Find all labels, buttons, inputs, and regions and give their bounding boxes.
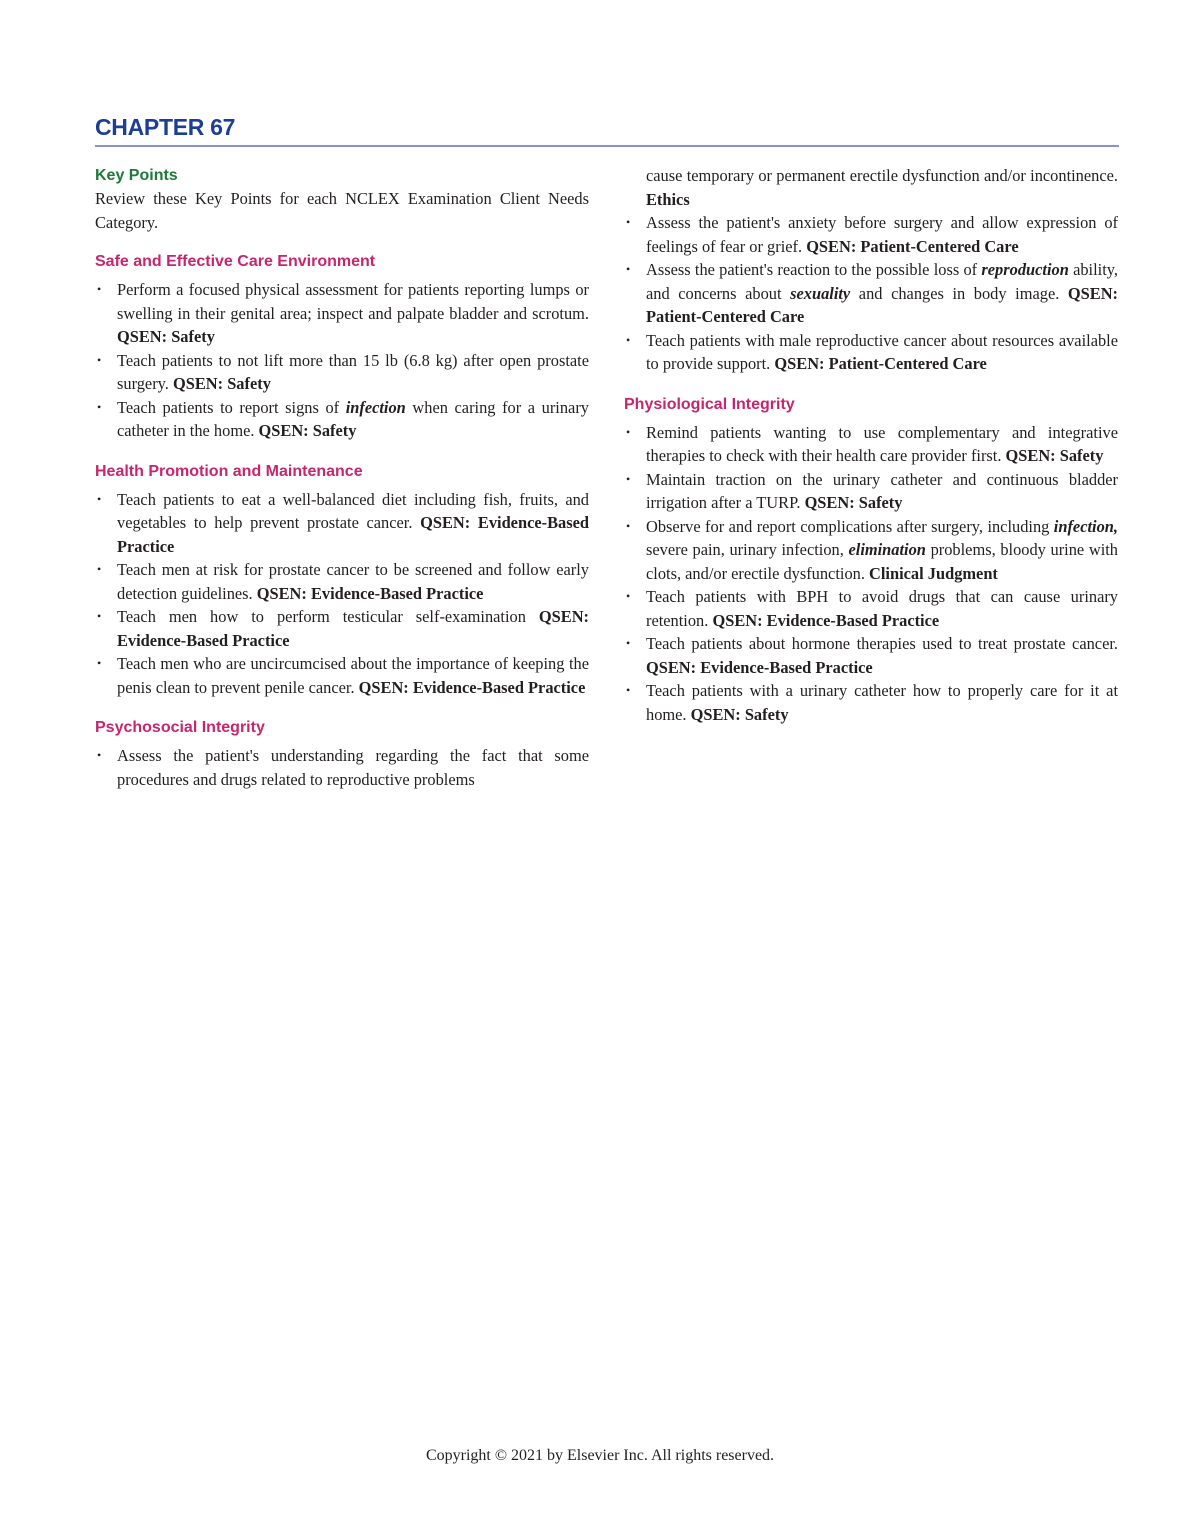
list-item: • Teach men how to perform testicular self-examination QSEN: Evidence-Based Practice bbox=[95, 605, 589, 652]
left-column bbox=[95, 164, 589, 791]
psychosocial-list-continued bbox=[624, 164, 1118, 376]
section-heading-health-promotion: Health Promotion and Maintenance bbox=[95, 462, 363, 480]
list-item: • Assess the patient's understanding regarding the fact that some procedures and drugs related to reproductive problems bbox=[95, 744, 589, 791]
list-item: • Teach patients with a urinary catheter how to properly care for it at home. QSEN: Safety bbox=[624, 679, 1118, 726]
section-heading-psychosocial: Psychosocial Integrity bbox=[95, 719, 265, 736]
list-item: • Remind patients wanting to use complementary and integrative therapies to check with their health care provider first. QSEN: Safety bbox=[624, 421, 1118, 468]
psychosocial-list bbox=[95, 744, 589, 791]
physiological-list bbox=[624, 421, 1118, 727]
list-item: • Teach men at risk for prostate cancer to be screened and follow early detection guidelines. QSEN: Evidence-Based Practice bbox=[95, 558, 589, 605]
list-item: • Teach patients to not lift more than 15 lb (6.8 kg) after open prostate surgery. QSEN: Safety bbox=[95, 349, 589, 396]
health-promotion-list bbox=[95, 488, 589, 700]
section-heading-physiological: Physiological Integrity bbox=[624, 395, 795, 413]
list-item: • Teach patients to eat a well-balanced diet including fish, fruits, and vegetables to help prevent prostate cancer. QSEN: Evidence-Based Practice bbox=[95, 488, 589, 559]
list-item: • Teach patients with male reproductive cancer about resources available to provide support. QSEN: Patient-Centered Care bbox=[624, 329, 1118, 376]
list-item: • Observe for and report complications after surgery, including infection, severe pain, urinary infection, elimination problems, bloody urine with clots, and/or erectile dysfunction. Clinical Judgment bbox=[624, 515, 1118, 586]
safe-care-list bbox=[95, 278, 589, 443]
list-item: • Teach patients about hormone therapies used to treat prostate cancer. QSEN: Evidence-Based Practice bbox=[624, 632, 1118, 679]
key-points-heading: Key Points bbox=[95, 167, 178, 184]
list-item: • Teach patients to report signs of infection when caring for a urinary catheter in the home. QSEN: Safety bbox=[95, 396, 589, 443]
list-item: • Assess the patient's anxiety before surgery and allow expression of feelings of fear or grief. QSEN: Patient-Centered Care bbox=[624, 211, 1118, 258]
chapter-title: CHAPTER 67 bbox=[95, 114, 1119, 147]
key-points-intro: Review these Key Points for each NCLEX Examination Client Needs Category. bbox=[95, 189, 589, 232]
copyright-footer: Copyright © 2021 by Elsevier Inc. All rights reserved. bbox=[425, 1447, 775, 1464]
list-item: • Assess the patient's reaction to the possible loss of reproduction ability, and concerns about sexuality and changes in body image. QSEN: Patient-Centered Care bbox=[624, 258, 1118, 329]
list-item-continued: cause temporary or permanent erectile dysfunction and/or incontinence. Ethics bbox=[646, 166, 1118, 209]
list-item: • Maintain traction on the urinary catheter and continuous bladder irrigation after a TURP. QSEN: Safety bbox=[624, 468, 1118, 515]
list-item: • Teach men who are uncircumcised about the importance of keeping the penis clean to prevent penile cancer. QSEN: Evidence-Based Practice bbox=[95, 652, 589, 699]
right-column bbox=[624, 164, 1118, 726]
section-heading-safe-care: Safe and Effective Care Environment bbox=[95, 253, 376, 270]
list-item: • Teach patients with BPH to avoid drugs that can cause urinary retention. QSEN: Evidence-Based Practice bbox=[624, 585, 1118, 632]
list-item: • Perform a focused physical assessment for patients reporting lumps or swelling in their genital area; inspect and palpate bladder and scrotum. QSEN: Safety bbox=[95, 278, 589, 349]
